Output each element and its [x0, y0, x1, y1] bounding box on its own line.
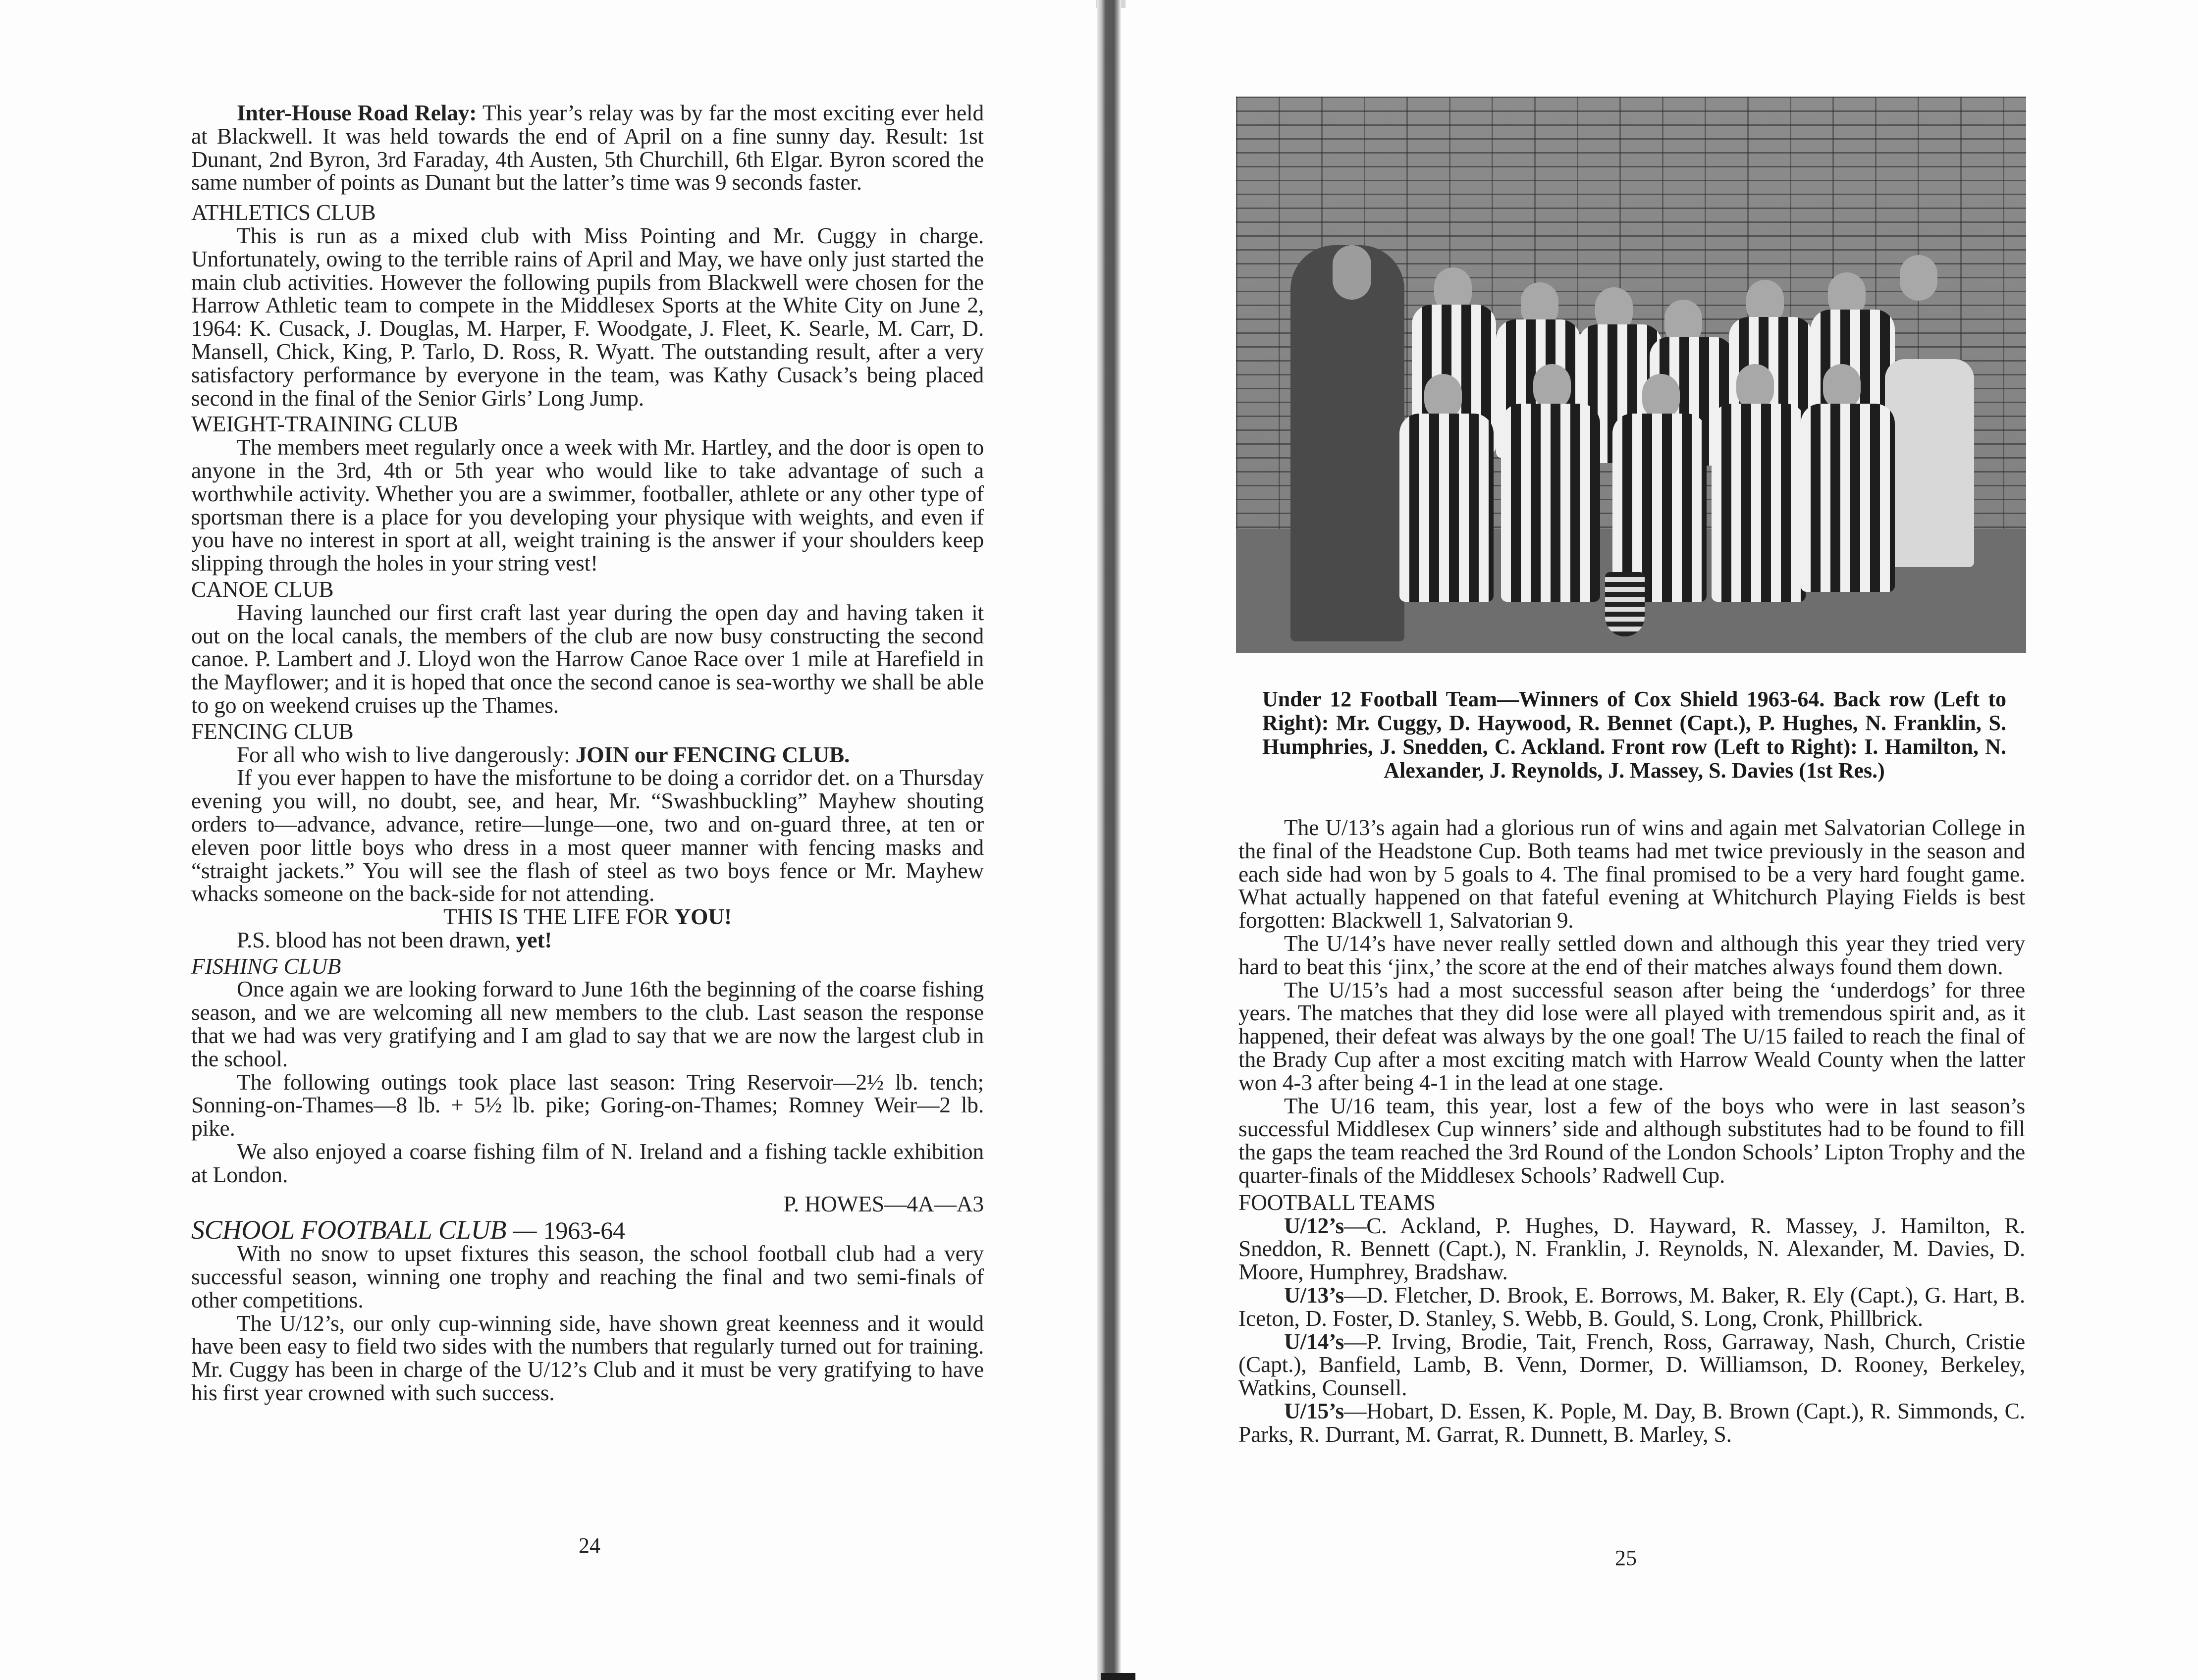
canoe-paragraph: Having launched our first craft last year during the open day and having taken it out on the local canals, the members of the club are now busy constructing the second canoe. P. Lambert and J. Lloyd won the Harrow Canoe Race over 1 mile at Harefield in the Mayflower; and it is hoped that once the second canoe is sea-worthy we shall be able to go on weekend cruises up the Thames. [191, 599, 984, 718]
photo-player [1712, 404, 1806, 602]
right-page-text [1238, 816, 2025, 1446]
photo-teacher-head [1333, 245, 1371, 300]
canoe-heading: CANOE CLUB [191, 576, 334, 602]
roster-label: U/15’s [1284, 1398, 1344, 1423]
fencing-heading: FENCING CLUB [191, 718, 354, 744]
page-number-left: 24 [579, 1533, 600, 1558]
photo-player [1501, 404, 1600, 602]
page-number-right: 25 [1615, 1546, 1637, 1570]
photo-player [1801, 404, 1895, 592]
relay-text: This year’s relay was by far the most exciting ever held at Blackwell. It was held towards the end of April on a fine sunny day. Result: 1st Dunant, 2nd Byron, 3rd Faraday, 4th Austen, 5th Churchill, 6th Elgar. Byron scored the same number of points as Dunant but the latter’s time was 9 seconds faster. [191, 100, 984, 195]
fencing-slogan [191, 905, 984, 929]
roster-u15 [1238, 1400, 2025, 1446]
football-heading [191, 1215, 984, 1245]
photo-player-head [1533, 364, 1571, 410]
relay-lead: Inter-House Road Relay: [237, 100, 477, 125]
photo-player-head [1642, 374, 1680, 420]
football-paragraph-2: The U/12’s, our only cup-winning side, have shown great keenness and it would have been easy to field two sides with the numbers that regularly turned out for training. Mr. Cuggy has been in charge of the U/12’s Club and it must be very gratifying to have his first year crowned with such success. [191, 1310, 984, 1406]
u16-paragraph: The U/16 team, this year, lost a few of the boys who were in last season’s successful Middlesex Cup winners’ side and although substitutes had to be found to fill the gaps the team reached the 3rd Round of the London Schools’ Lipton Trophy and the quarter-finals of the Middlesex Schools’ Radwell Cup. [1238, 1093, 2025, 1188]
photo-player-head [1823, 364, 1861, 410]
fishing-signature: P. HOWES—4A—A3 [783, 1191, 984, 1216]
roster-label: U/13’s [1284, 1282, 1344, 1308]
roster-names: —D. Fletcher, D. Brook, E. Borrows, M. Baker, R. Ely (Capt.), G. Hart, B. Iceton, D. Foster, D. Stanley, S. Webb, B. Gould, S. Long, Cronk, Phillbrick. [1238, 1282, 2025, 1331]
fishing-paragraph-3: We also enjoyed a coarse fishing film of N. Ireland and a fishing tackle exhibition at London. [191, 1139, 984, 1187]
football-teams-heading: FOOTBALL TEAMS [1238, 1189, 1436, 1215]
football-heading-text: SCHOOL FOOTBALL CLUB — [191, 1215, 543, 1245]
left-page-text [191, 102, 984, 1405]
photo-player [1399, 414, 1494, 602]
roster-names: —Hobart, D. Essen, K. Pople, M. Day, B. Brown (Capt.), R. Simmonds, C. Parks, R. Durrant, M. Garrat, R. Dunnett, B. Marley, S. [1238, 1398, 2025, 1447]
weight-training-paragraph: The members meet regularly once a week with Mr. Hartley, and the door is open to anyone in the 3rd, 4th or 5th year who would like to take advantage of such a worthwhile activity. Whether you are a swimmer, footballer, athlete or any other type of sportsman there is a place for you developing your physique with weights, and even if you have no interest in sport at all, weight training is the answer if your shoulders keep slipping through the holes in your string vest! [191, 434, 984, 576]
fishing-paragraph-2: The following outings took place last season: Tring Reservoir—2½ lb. tench; Sonning-on-Thames—8 lb. + 5½ lb. pike; Goring-on-Thames; Romney Weir—2 lb. pike. [191, 1069, 984, 1141]
photo-goalkeeper [1885, 359, 1974, 567]
roster-label: U/14’s [1284, 1328, 1344, 1354]
fencing-paragraph: If you ever happen to have the misfortune to be doing a corridor det. on a Thursday evening you will, no doubt, see, and hear, Mr. “Swashbuckling” Mayhew shouting orders to—advance, advance, retire—lunge—one, two and on-guard three, at ten or eleven poor little boys who dress in a most queer manner with fencing masks and “straight jackets.” You will see the flash of steel as two boys fence or Mr. Mayhew whacks someone on the back-side for not attending. [191, 765, 984, 906]
relay-paragraph [191, 102, 984, 194]
photo-player-head [1424, 374, 1462, 420]
photo-caption: Under 12 Football Team—Winners of Cox Shield 1963-64. Back row (Left to Right): Mr. Cuggy, D. Haywood, R. Bennet (Capt.), P. Hughes, N. Franklin, S. Humphries, J. Snedden, C. Ackland. Front row (Left to Right): I. Hamilton, N. Alexander, J. Reynolds, J. Massey, S. Davies (1st Res.) [1262, 687, 2006, 783]
roster-u12 [1238, 1214, 2025, 1284]
fencing-intro-text: For all who wish to live dangerously: [237, 741, 576, 767]
football-paragraph-1: With no snow to upset fixtures this season, the school football club had a very successful season, winning one trophy and reaching the final and two semi-finals of other competitions. [191, 1241, 984, 1312]
fencing-slogan-text: THIS IS THE LIFE FOR [443, 904, 675, 930]
fishing-paragraph-1: Once again we are looking forward to June 16th the beginning of the coarse fishing season, and we are welcoming all new members to the club. Last season the response that we had was very gratifying and I am glad to say that we are now the largest club in the school. [191, 976, 984, 1071]
fencing-ps-bold: yet! [516, 927, 552, 952]
roster-u13 [1238, 1284, 2025, 1330]
fencing-ps-text: P.S. blood has not been drawn, [237, 927, 516, 952]
u13-paragraph: The U/13’s again had a glorious run of wins and again met Salvatorian College in the final of the Headstone Cup. Both teams had met twice previously in the season and each side had won by 5 goals to 4. The final promised to be a very hard fought game. What actually happened on that fateful evening at Whitchurch Playing Fields is best forgotten: Blackwell 1, Salvatorian 9. [1238, 815, 2025, 933]
roster-u14 [1238, 1330, 2025, 1400]
u14-paragraph: The U/14’s have never really settled down and although this year they tried very hard to beat this ‘jinx,’ the score at the end of their matches always found them down. [1238, 930, 2025, 979]
roster-names: —P. Irving, Brodie, Tait, French, Ross, Garraway, Nash, Church, Cristie (Capt.), Banfield, Lamb, B. Venn, Dormer, D. Williamson, D. Rooney, Berkeley, Watkins, Counsell. [1238, 1328, 2025, 1401]
football-heading-year: 1963-64 [543, 1216, 625, 1245]
athletics-heading: ATHLETICS CLUB [191, 200, 376, 225]
u15-paragraph: The U/15’s had a most successful season after being the ‘underdogs’ for three years. The matches that they did lose were all played with tremendous spirit and, as it happened, their defeat was always by the one goal! The U/15 failed to reach the final of the Brady Cup after a most exciting match with Harrow Weald County when the latter won 4-3 after being 4-1 in the lead at one stage. [1238, 977, 2025, 1095]
photo-cox-shield [1605, 572, 1645, 636]
fencing-intro [191, 743, 984, 767]
photo-teacher [1290, 245, 1404, 641]
team-photo [1236, 97, 2026, 653]
weight-training-heading: WEIGHT-TRAINING CLUB [191, 411, 458, 437]
fencing-slogan-bold: YOU! [674, 904, 732, 930]
photo-player-head [1736, 364, 1774, 410]
fencing-ps [191, 929, 984, 952]
gutter-bottom [1101, 1673, 1135, 1680]
athletics-paragraph: This is run as a mixed club with Miss Pointing and Mr. Cuggy in charge. Unfortunately, owing to the terrible rains of April and May, we have only just started the main club activities. However the following pupils from Blackwell were chosen for the Harrow Athletic team to compete in the Middlesex Sports at the White City on June 2, 1964: K. Cusack, J. Douglas, M. Harper, F. Woodgate, J. Fleet, K. Searle, M. Carr, D. Mansell, Chick, King, P. Tarlo, D. Ross, R. Wyatt. The outstanding result, after a very satisfactory performance by everyone in the team, was Kathy Cusack’s being placed second in the final of the Senior Girls’ Long Jump. [191, 222, 984, 411]
fishing-heading: FISHING CLUB [191, 953, 341, 979]
book-gutter [1097, 0, 1121, 1680]
roster-label: U/12’s [1284, 1212, 1344, 1238]
roster-names: —C. Ackland, P. Hughes, D. Hayward, R. Massey, J. Hamilton, R. Sneddon, R. Bennett (Capt.), N. Franklin, J. Reynolds, N. Alexander, M. Davies, D. Moore, Humphrey, Bradshaw. [1238, 1212, 2025, 1285]
photo-keeper-head [1900, 255, 1937, 301]
fencing-intro-bold: JOIN our FENCING CLUB. [575, 741, 850, 767]
